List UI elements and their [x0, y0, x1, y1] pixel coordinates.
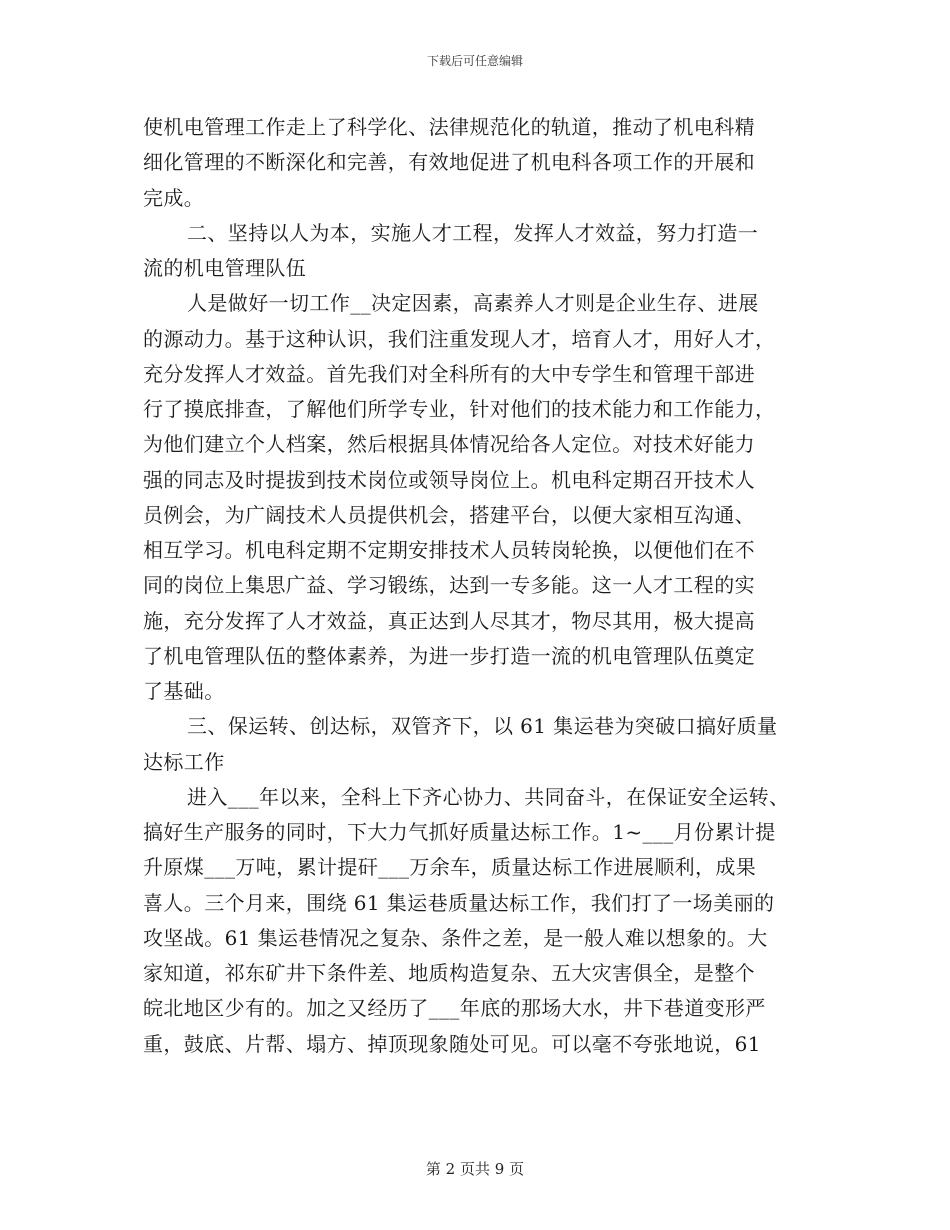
text-line: 完成。: [143, 185, 205, 210]
text-line: 喜人。三个月来，围绕 61 集运巷质量达标工作，我们打了一场美丽的: [143, 890, 775, 915]
text-line: 细化管理的不断深化和完善，有效地促进了机电科各项工作的开展和: [143, 150, 755, 175]
text-line: 进入___年以来，全科上下齐心协力、共同奋斗，在保证安全运转、: [187, 784, 790, 809]
text-line: 达标工作: [143, 749, 225, 774]
text-line: 了机电管理队伍的整体素养，为进一步打造一流的机电管理队伍奠定: [143, 643, 755, 668]
page-header: 下载后可任意编辑: [426, 54, 523, 68]
document-body: [143, 110, 803, 1062]
text-line: 家知道，祁东矿井下条件差、地质构造复杂、五大灾害俱全，是整个: [143, 961, 755, 985]
text-line: 为他们建立个人档案，然后根据具体情况给各人定位。对技术好能力: [143, 432, 755, 457]
text-line: 施，充分发挥了人才效益，真正达到人尽其才，物尽其用，极大提高: [143, 608, 755, 633]
page-footer: 第 2 页共 9 页: [425, 1160, 525, 1178]
text-line: 重，鼓底、片帮、塌方、掉顶现象随处可见。可以毫不夸张地说，61: [143, 1031, 761, 1056]
text-line: 同的岗位上集思广益、学习锻练，达到一专多能。这一人才工程的实: [143, 573, 755, 598]
text-line: 相互学习。机电科定期不定期安排技术人员转岗轮换，以便他们在不: [143, 538, 755, 562]
text-line: 攻坚战。61 集运巷情况之复杂、条件之差，是一般人难以想象的。大: [143, 925, 768, 950]
text-line: 强的同志及时提拔到技术岗位或领导岗位上。机电科定期召开技术人: [143, 467, 755, 492]
text-line: 的源动力。基于这种认识，我们注重发现人才，培育人才，用好人才，: [143, 326, 776, 351]
text-line: 二、坚持以人为本，实施人才工程，发挥人才效益，努力打造一: [187, 220, 759, 245]
text-line: 搞好生产服务的同时，下大力气抓好质量达标工作。1~___月份累计提: [143, 820, 776, 844]
text-line: 员例会，为广阔技术人员提供机会，搭建平台，以便大家相互沟通、: [143, 502, 755, 527]
text-line: 充分发挥人才效益。首先我们对全科所有的大中专学生和管理干部进: [143, 361, 755, 386]
text-line: 三、保运转、创达标，双管齐下，以 61 集运巷为突破口搞好质量: [187, 714, 778, 739]
text-line: 皖北地区少有的。加之又经历了___年底的那场大水，井下巷道变形严: [143, 996, 766, 1021]
text-line: 人是做好一切工作__决定因素，高素养人才则是企业生存、进展: [187, 291, 759, 316]
text-line: 流的机电管理队伍: [143, 256, 307, 280]
text-line: 升原煤___万吨，累计提矸___万余车，质量达标工作进展顺利，成果: [143, 855, 757, 880]
text-line: 行了摸底排查，了解他们所学专业，针对他们的技术能力和工作能力，: [143, 397, 776, 421]
text-line: 了基础。: [143, 679, 225, 703]
text-line: 使机电管理工作走上了科学化、法律规范化的轨道，推动了机电科精: [143, 115, 755, 139]
